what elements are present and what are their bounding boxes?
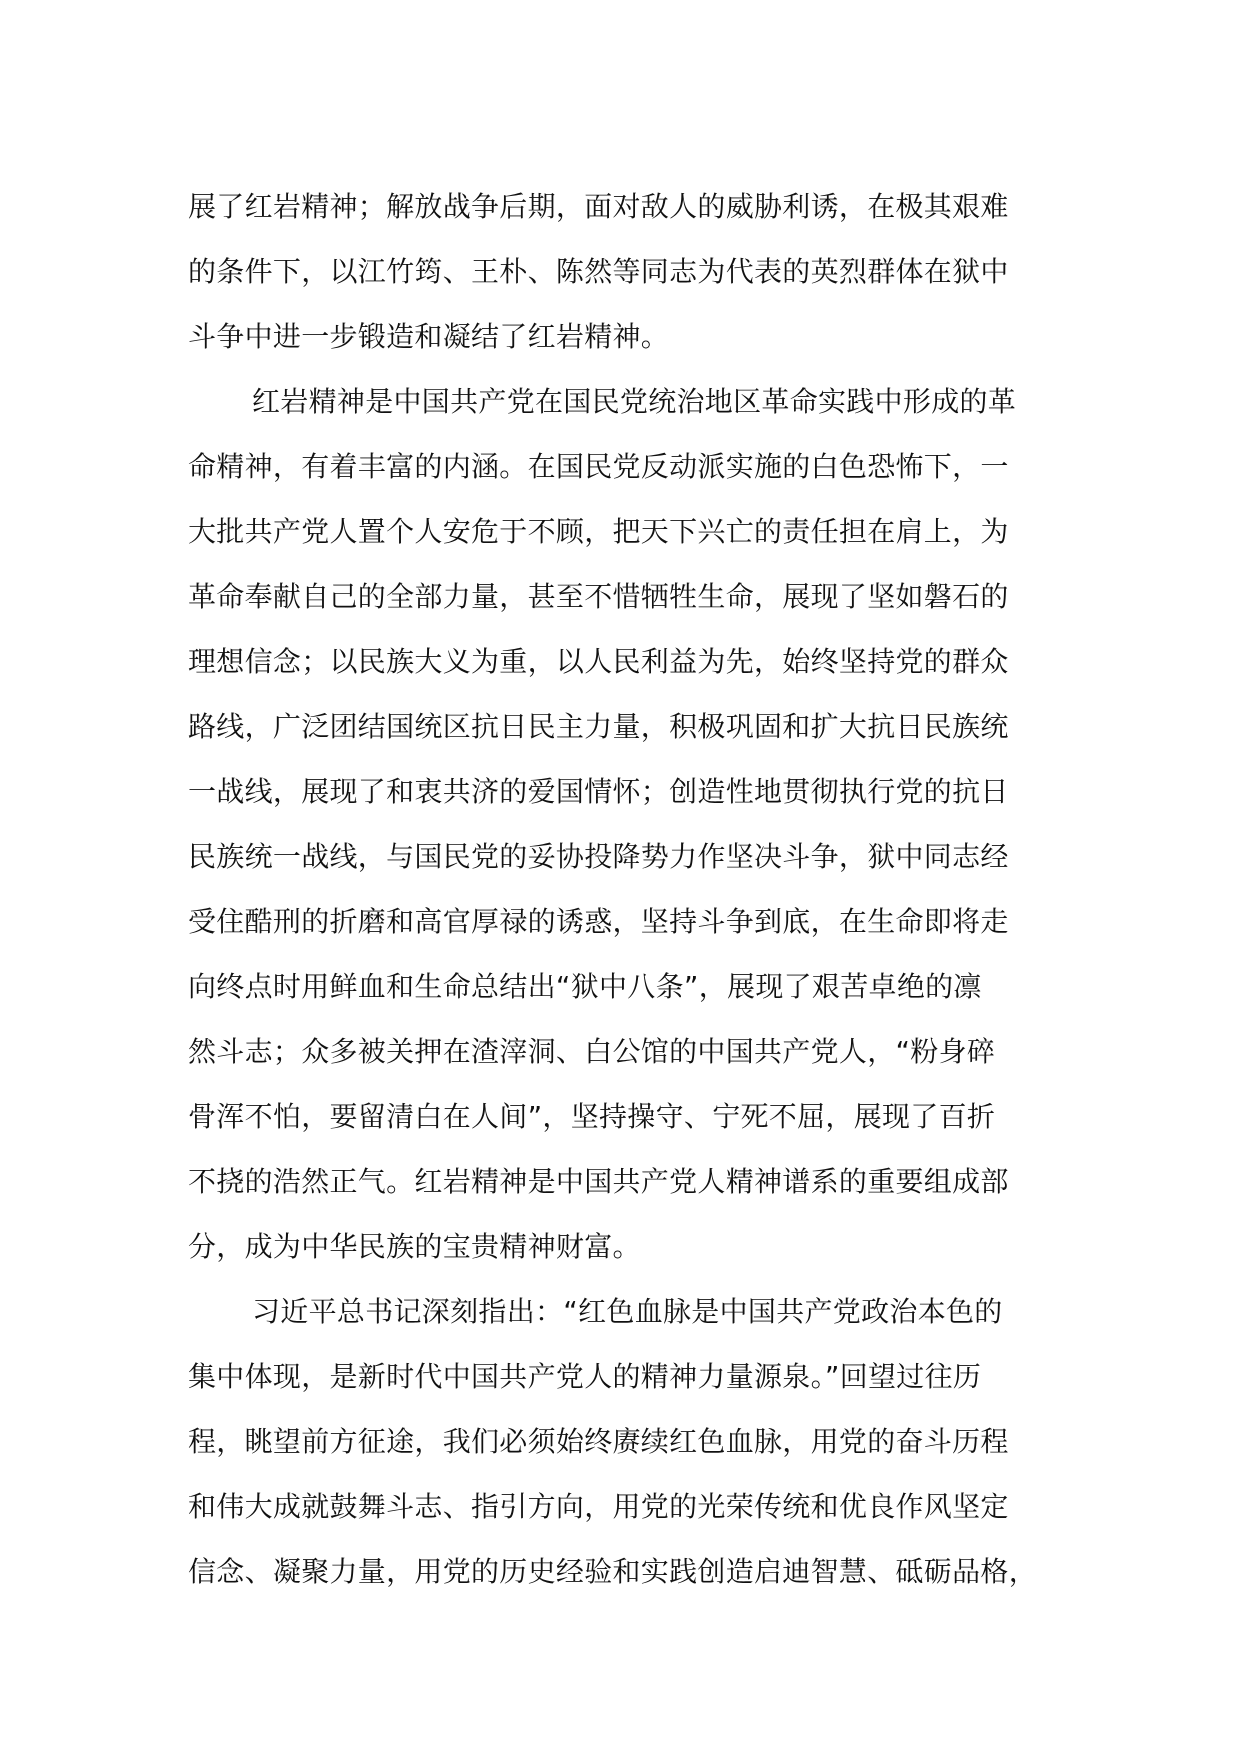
text-line: 革命奉献自己的全部力量，甚至不惜牺牲生命，展现了坚如磐石的 <box>188 580 1009 613</box>
paragraph-3 <box>188 1279 1088 1604</box>
text-line: 民族统一战线，与国民党的妥协投降势力作坚决斗争，狱中同志经 <box>188 840 1009 873</box>
text-line: 路线，广泛团结国统区抗日民主力量，积极巩固和扩大抗日民族统 <box>188 710 1009 743</box>
text-line: 斗争中进一步锻造和凝结了红岩精神。 <box>188 320 670 353</box>
text-line: 展了红岩精神；解放战争后期，面对敌人的威胁利诱，在极其艰难 <box>188 190 1009 223</box>
text-line: 不挠的浩然正气。红岩精神是中国共产党人精神谱系的重要组成部 <box>188 1165 1009 1198</box>
text-line: 集中体现，是新时代中国共产党人的精神力量源泉。”回望过往历 <box>188 1360 982 1393</box>
document-body <box>188 174 1088 1604</box>
text-line: 程，眺望前方征途，我们必须始终赓续红色血脉，用党的奋斗历程 <box>188 1425 1009 1458</box>
text-line: 的条件下，以江竹筠、王朴、陈然等同志为代表的英烈群体在狱中 <box>188 255 1009 288</box>
paragraph-2 <box>188 369 1088 1279</box>
text-line: 和伟大成就鼓舞斗志、指引方向，用党的光荣传统和优良作风坚定 <box>188 1490 1009 1523</box>
text-line: 向终点时用鲜血和生命总结出“狱中八条”，展现了艰苦卓绝的凛 <box>188 970 982 1003</box>
text-line: 一战线，展现了和衷共济的爱国情怀；创造性地贯彻执行党的抗日 <box>188 775 1009 808</box>
paragraph-1 <box>188 174 1088 369</box>
text-line: 命精神，有着丰富的内涵。在国民党反动派实施的白色恐怖下，一 <box>188 450 1009 483</box>
text-line: 红岩精神是中国共产党在国民党统治地区革命实践中形成的革 <box>252 385 1017 418</box>
text-line: 骨浑不怕，要留清白在人间”，坚持操守、宁死不屈，展现了百折 <box>188 1100 996 1133</box>
text-line: 理想信念；以民族大义为重，以人民利益为先，始终坚持党的群众 <box>188 645 1009 678</box>
text-line: 分，成为中华民族的宝贵精神财富。 <box>188 1230 641 1263</box>
text-line: 受住酷刑的折磨和高官厚禄的诱惑，坚持斗争到底，在生命即将走 <box>188 905 1009 938</box>
text-line: 大批共产党人置个人安危于不顾，把天下兴亡的责任担在肩上，为 <box>188 515 1009 548</box>
text-line: 信念、凝聚力量，用党的历史经验和实践创造启迪智慧、砥砺品格， <box>188 1555 1038 1588</box>
text-line: 然斗志；众多被关押在渣滓洞、白公馆的中国共产党人，“粉身碎 <box>188 1035 996 1068</box>
text-line: 习近平总书记深刻指出：“红色血脉是中国共产党政治本色的 <box>252 1295 1003 1328</box>
